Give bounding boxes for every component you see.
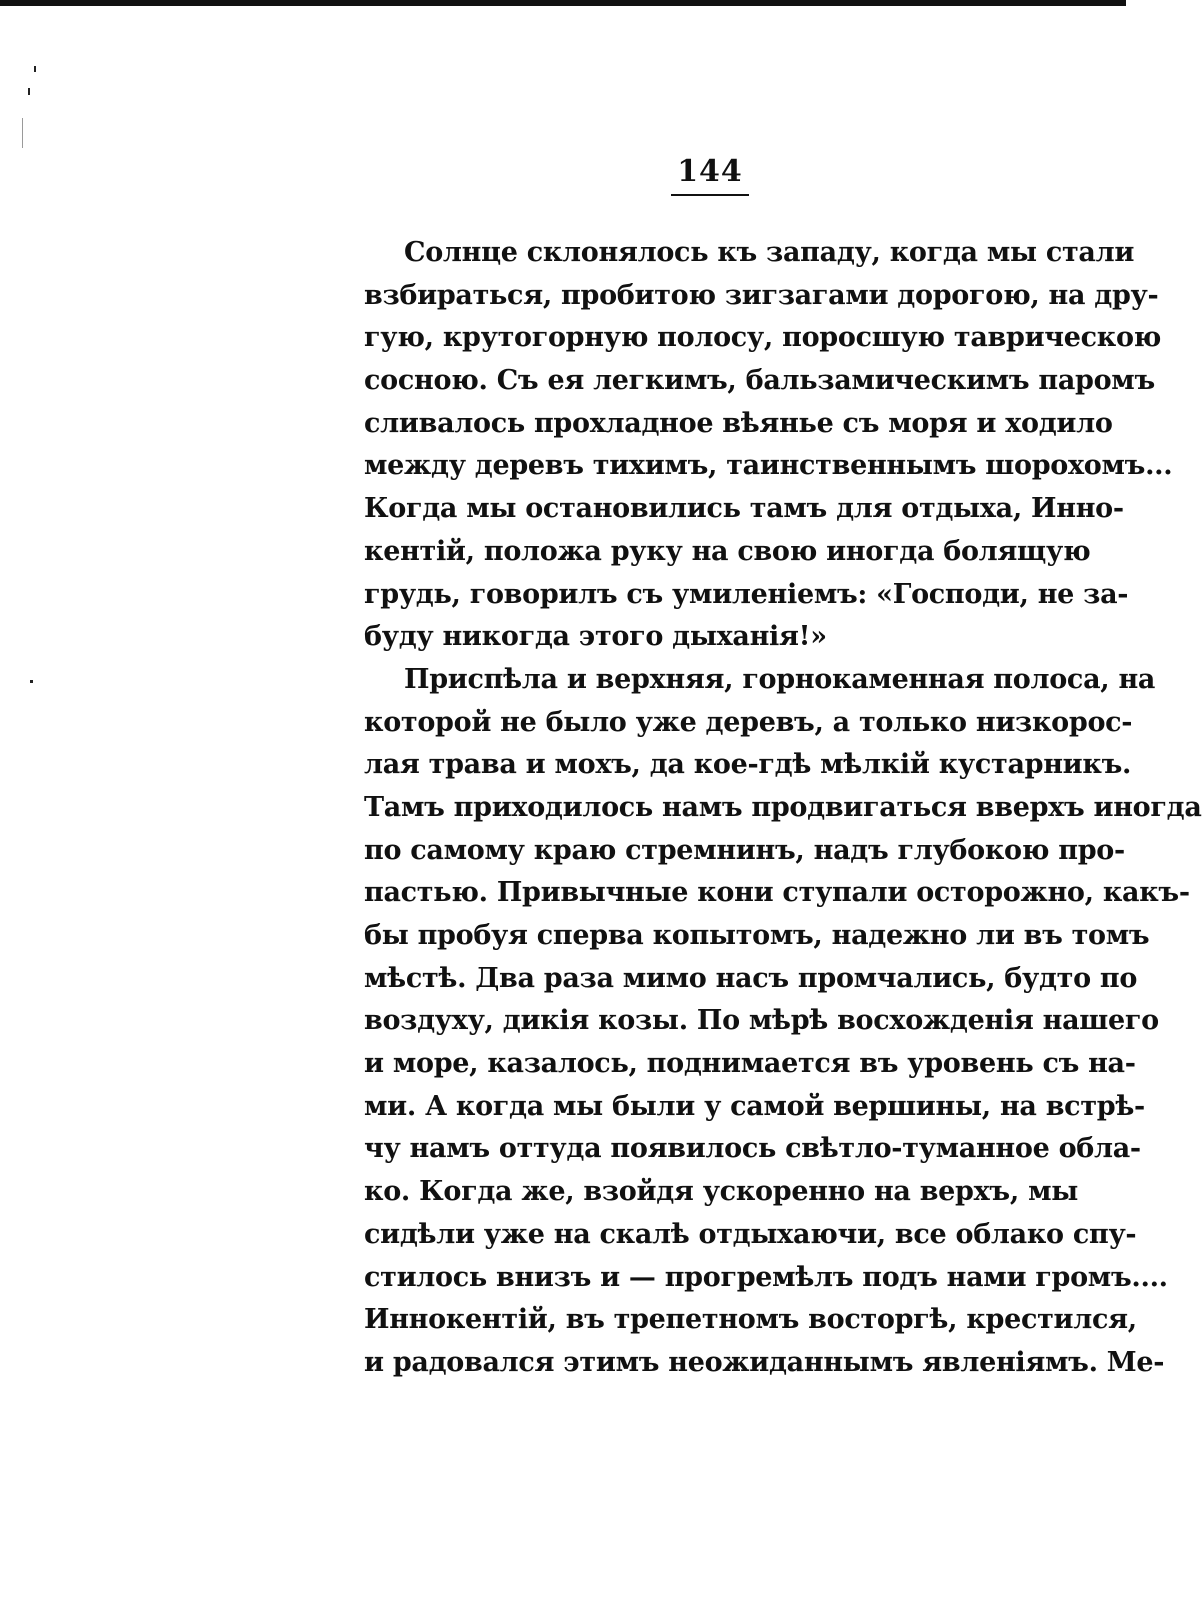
scan-speck [34, 66, 36, 72]
text-line: сосною. Съ ея легкимъ, бальзамическимъ паромъ [364, 365, 1155, 397]
text-line: и море, казалось, поднимается въ уровень съ на- [364, 1048, 1136, 1080]
page-number-block [660, 152, 760, 196]
scan-speck [28, 88, 30, 95]
paragraph [364, 659, 1202, 1385]
page-number: 144 [677, 154, 743, 189]
text-line: буду никогда этого дыханiя!» [364, 621, 827, 653]
text-line: чу намъ оттуда появилось свѣтло-туманное обла- [364, 1133, 1141, 1165]
top-border-rule [0, 0, 1126, 6]
text-line: ми. А когда мы были у самой вершины, на встрѣ- [364, 1090, 1145, 1122]
scan-speck [22, 118, 23, 148]
text-line: кентiй, положа руку на свою иногда болящую [364, 535, 1091, 567]
text-line: гую, крутогорную полосу, поросшую таврическою [364, 322, 1162, 354]
text-line: по самому краю стремнинъ, надъ глубокою про- [364, 834, 1125, 866]
text-line: которой не было уже деревъ, а только низкорос- [364, 706, 1133, 738]
paragraph [364, 232, 1173, 659]
text-line: Солнце склонялось къ западу, когда мы стали [404, 237, 1135, 268]
text-line: стилось внизъ и — прогремѣлъ подъ нами громъ.... [364, 1261, 1168, 1293]
text-line: воздуху, дикiя козы. По мѣрѣ восхожденiя нашего [364, 1005, 1159, 1037]
text-line: сливалось прохладное вѣянье съ моря и ходило [364, 407, 1113, 439]
text-line: Приспѣла и верхняя, горнокаменная полоса, на [404, 663, 1156, 695]
text-line: между деревъ тихимъ, таинственнымъ шорохомъ... [364, 450, 1173, 482]
text-line: бы пробуя сперва копытомъ, надежно ли въ томъ [364, 920, 1150, 951]
body-text [364, 232, 1202, 1385]
text-line: ко. Когда же, взойдя ускоренно на верхъ, мы [364, 1176, 1078, 1208]
text-line: мѣстѣ. Два раза мимо насъ промчались, будто по [364, 962, 1138, 994]
text-line: грудь, говорилъ съ умиленiемъ: «Господи, не за- [364, 578, 1129, 610]
text-line: и радовался этимъ неожиданнымъ явленiямъ. Ме- [364, 1346, 1165, 1378]
text-line: Когда мы остановились тамъ для отдыха, Инно- [364, 493, 1124, 525]
page-number-underline [671, 194, 749, 196]
text-line: Тамъ приходилось намъ продвигаться вверхъ иногда [364, 791, 1202, 823]
text-line: взбираться, пробитою зигзагами дорогою, на дру- [364, 279, 1159, 311]
text-line: лая трава и мохъ, да кое-гдѣ мѣлкiй кустарникъ. [364, 749, 1132, 781]
text-line: сидѣли уже на скалѣ отдыхаючи, все облако спу- [364, 1218, 1137, 1250]
scan-speck [30, 680, 33, 683]
text-line: Иннокентiй, въ трепетномъ восторгѣ, крестился, [364, 1304, 1137, 1336]
text-line: пастью. Привычные кони ступали осторожно, какъ- [364, 877, 1190, 909]
